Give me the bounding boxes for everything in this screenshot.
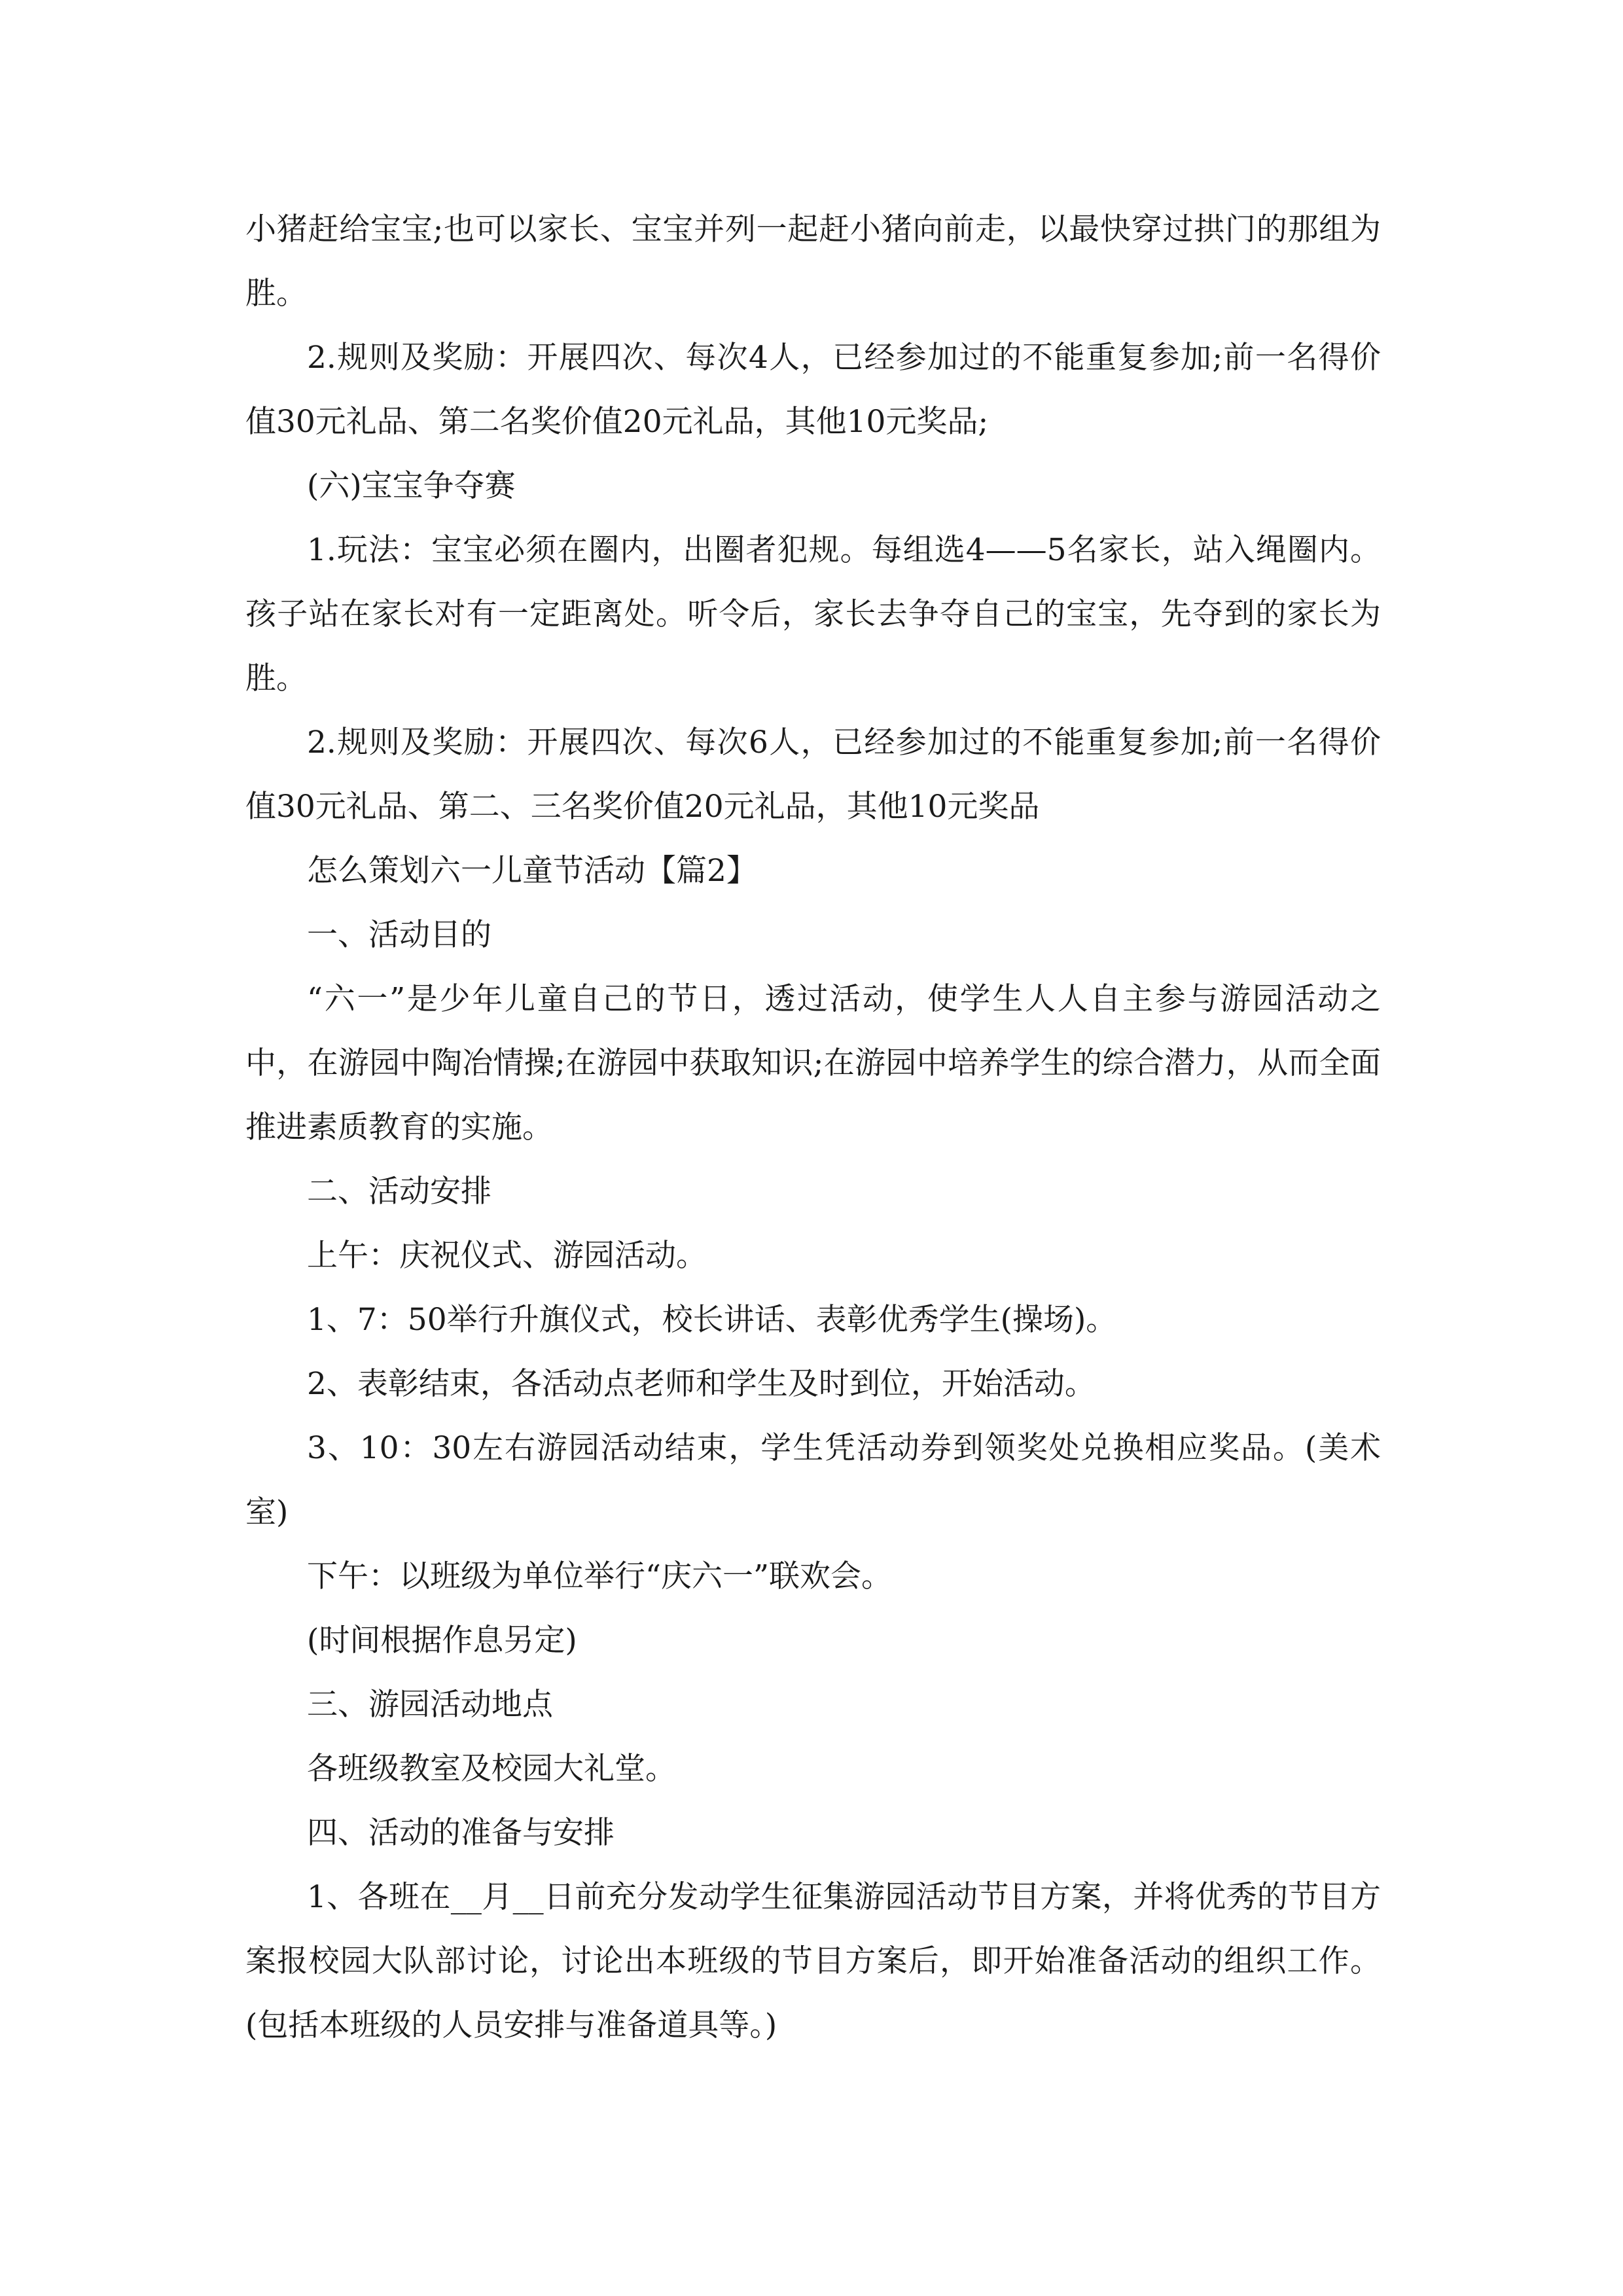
document-body [245, 198, 1381, 2058]
paragraph-afternoon-schedule: 下午：以班级为单位举行“庆六一”联欢会。 [307, 1558, 893, 1594]
paragraph-time-note: (时间根据作息另定) [307, 1623, 577, 1659]
section-heading-baby-contest: (六)宝宝争夺赛 [307, 468, 516, 504]
heading-activity-location: 三、游园活动地点 [307, 1687, 553, 1723]
paragraph-activity-location: 各班级教室及校园大礼堂。 [307, 1751, 676, 1787]
schedule-item-activities-end: 3、10：30左右游园活动结束，学生凭活动券到领奖处兑换相应奖品。(美术室) [245, 1430, 1381, 1530]
schedule-item-flag-ceremony: 1、7：50举行升旗仪式，校长讲话、表彰优秀学生(操场)。 [307, 1302, 1117, 1338]
paragraph-morning-schedule: 上午：庆祝仪式、游园活动。 [307, 1238, 707, 1274]
paragraph-pig-game-end: 小猪赶给宝宝;也可以家长、宝宝并列一起赶小猪向前走，以最快穿过拱门的那组为胜。 [245, 211, 1381, 312]
paragraph-preparation-item-1: 1、各班在__月__日前充分发动学生征集游园活动节目方案，并将优秀的节目方案报校园大队部讨论，讨论出本班级的节目方案后，即开始准备活动的组织工作。(包括本班级的人员安排与准备道具等。) [245, 1879, 1381, 2043]
paragraph-activity-purpose: “六一”是少年儿童自己的节日，透过活动，使学生人人自主参与游园活动之中，在游园中陶冶情操;在游园中获取知识;在游园中培养学生的综合潜力，从而全面推进素质教育的实施。 [245, 981, 1381, 1145]
heading-activity-purpose: 一、活动目的 [307, 917, 491, 953]
schedule-item-activities-start: 2、表彰结束，各活动点老师和学生及时到位，开始活动。 [307, 1366, 1096, 1402]
heading-activity-schedule: 二、活动安排 [307, 1174, 491, 1210]
paragraph-rules-pig-game: 2.规则及奖励：开展四次、每次4人，已经参加过的不能重复参加;前一名得价值30元礼品、第二名奖价值20元礼品，其他10元奖品; [245, 340, 1381, 440]
heading-preparation: 四、活动的准备与安排 [307, 1815, 615, 1851]
paragraph-baby-contest-rules: 2.规则及奖励：开展四次、每次6人，已经参加过的不能重复参加;前一名得价值30元礼品、第二、三名奖价值20元礼品，其他10元奖品 [245, 725, 1381, 825]
paragraph-baby-contest-gameplay: 1.玩法：宝宝必须在圈内，出圈者犯规。每组选4——5名家长，站入绳圈内。孩子站在家长对有一定距离处。听令后，家长去争夺自己的宝宝，先夺到的家长为胜。 [245, 532, 1381, 696]
article-title-part-2: 怎么策划六一儿童节活动【篇2】 [307, 853, 757, 889]
